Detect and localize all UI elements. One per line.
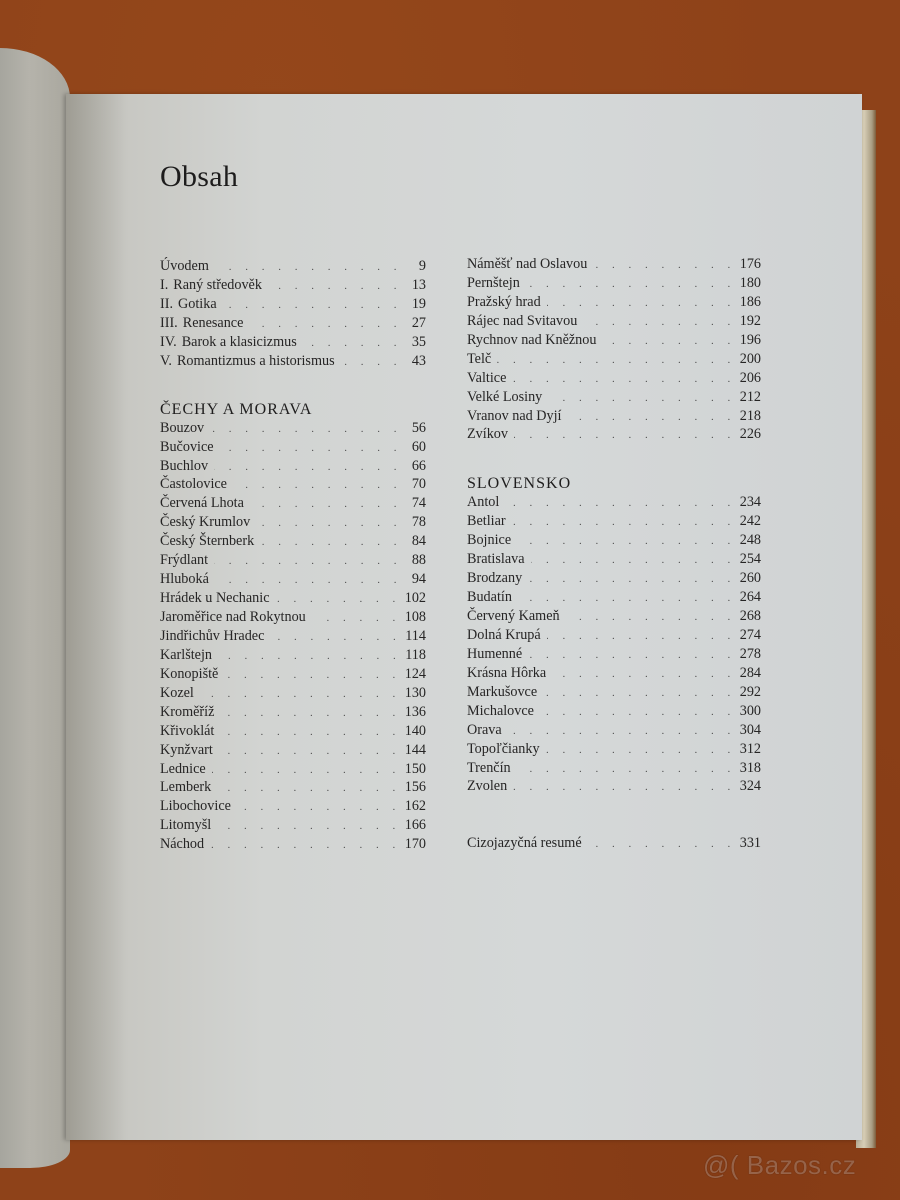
entry-title: Raný středověk	[173, 276, 262, 293]
toc-entry	[160, 703, 426, 722]
toc-entry	[160, 295, 426, 314]
page-number: 242	[739, 513, 761, 530]
page-number: 331	[739, 835, 761, 852]
toc-entry	[467, 834, 761, 853]
dot-leader	[341, 353, 402, 372]
entry-title: Náchod	[160, 836, 205, 853]
entry-title: Gotika	[178, 295, 217, 312]
dot-leader	[552, 665, 736, 684]
toc-entry	[467, 550, 761, 569]
entry-title: Zvolen	[467, 778, 508, 795]
entry-title: Bouzov	[160, 419, 205, 436]
watermark-bazos: @( Bazos.cz	[703, 1150, 857, 1180]
page-number: 180	[739, 274, 761, 291]
entry-title: Lemberk	[160, 779, 212, 796]
entry-title: Zvíkov	[467, 426, 508, 443]
page-number: 118	[405, 646, 426, 663]
dot-leader	[531, 551, 736, 570]
toc-entry	[467, 588, 761, 607]
dot-leader	[513, 778, 736, 797]
toc-entry	[160, 816, 426, 835]
page-number: 43	[411, 352, 426, 369]
page-number: 78	[411, 514, 426, 531]
toc-entry	[160, 760, 426, 779]
page-number: 156	[404, 779, 426, 796]
entry-title: Úvodem	[160, 258, 209, 274]
dot-leader	[224, 666, 400, 685]
spacer	[467, 796, 761, 834]
entry-title: Humenné	[467, 645, 523, 662]
entry-title: Dolná Krupá	[467, 626, 541, 643]
toc-entry	[160, 532, 426, 551]
dot-leader	[217, 817, 400, 836]
page-title: Obsah	[160, 160, 239, 193]
dot-leader	[512, 370, 735, 389]
entry-title: Valtice	[467, 369, 507, 386]
entry-title: Český Krumlov	[160, 514, 251, 531]
entry-title: Krásna Hôrka	[467, 664, 547, 681]
toc-entry	[467, 740, 761, 759]
page-number: 84	[411, 533, 426, 550]
entry-title: Velké Losiny	[467, 388, 543, 405]
page-number: 144	[404, 741, 426, 758]
dot-leader	[214, 458, 402, 477]
toc-entry	[160, 589, 426, 608]
page-number: 35	[411, 333, 426, 350]
dot-leader	[256, 514, 402, 533]
dot-leader	[260, 533, 402, 552]
toc-entry	[467, 702, 761, 721]
page-number: 94	[411, 571, 426, 588]
page-number: 124	[404, 665, 426, 682]
page-number: 9	[418, 258, 426, 274]
page-number: 70	[411, 476, 426, 493]
page-number: 74	[411, 495, 426, 512]
toc-entry	[160, 276, 426, 295]
entry-title: Pražský hrad	[467, 293, 541, 310]
entry-title: Renesance	[182, 314, 244, 331]
section-heading-slovensko: SLOVENSKO	[467, 475, 572, 493]
dot-leader	[312, 609, 401, 628]
page-number: 206	[739, 369, 761, 386]
toc-entry	[160, 475, 426, 494]
entry-title: Jindřichův Hradec	[160, 627, 265, 644]
toc-entry	[467, 350, 761, 369]
toc-entry	[467, 721, 761, 740]
page-number: 300	[739, 702, 761, 719]
entry-title: Trenčín	[467, 759, 511, 776]
dot-leader	[547, 294, 736, 313]
entry-title: Pernštejn	[467, 274, 520, 291]
dot-leader	[588, 835, 736, 854]
toc-entry	[160, 570, 426, 589]
toc-right-column	[467, 255, 761, 853]
toc-entry	[160, 257, 426, 276]
entry-title: Křivoklát	[160, 722, 215, 739]
entry-title: Litomyšl	[160, 817, 212, 834]
toc-entry	[467, 645, 761, 664]
toc-entry	[467, 425, 761, 444]
entry-title: Orava	[467, 721, 502, 738]
toc-resume	[467, 834, 761, 853]
toc-entry	[160, 646, 426, 665]
toc-entry	[467, 683, 761, 702]
chapter-number: IV.	[160, 333, 177, 350]
dot-leader	[215, 258, 402, 277]
dot-leader	[268, 277, 402, 296]
page-number: 66	[411, 457, 426, 474]
entry-title: Náměšť nad Oslavou	[467, 256, 588, 272]
toc-entry	[467, 331, 761, 350]
dot-leader	[546, 741, 736, 760]
page-number: 264	[739, 589, 761, 606]
toc-entry	[467, 312, 761, 331]
dot-leader	[505, 494, 735, 513]
page-number: 56	[411, 419, 426, 436]
page-number: 162	[404, 798, 426, 815]
dot-leader	[237, 798, 401, 817]
dot-leader	[220, 704, 400, 723]
entry-title: Český Šternberk	[160, 533, 255, 550]
entry-title: Hluboká	[160, 571, 209, 588]
section-heading-cechy-a-morava: ČECHY A MORAVA	[160, 400, 313, 418]
toc-entry	[467, 512, 761, 531]
entry-title: Romantizmus a historismus	[176, 352, 335, 369]
page-number: 150	[404, 760, 426, 777]
toc-entry	[160, 797, 426, 816]
gutter-shadow	[66, 94, 126, 1140]
dot-leader	[583, 313, 735, 332]
entry-title: Bojnice	[467, 532, 512, 549]
dot-leader	[514, 426, 736, 445]
dot-leader	[497, 351, 736, 370]
dot-leader	[219, 742, 401, 761]
page-number: 248	[739, 532, 761, 549]
page-number: 19	[411, 295, 426, 312]
entry-title: Lednice	[160, 760, 206, 777]
entry-title: Vranov nad Dyjí	[467, 407, 562, 424]
toc-entry	[467, 493, 761, 512]
toc-entry	[160, 513, 426, 532]
dot-leader	[200, 685, 401, 704]
page-number: 88	[411, 552, 426, 569]
dot-leader	[528, 646, 736, 665]
toc-entry	[467, 777, 761, 796]
page-number: 170	[404, 836, 426, 853]
dot-leader	[547, 627, 736, 646]
entry-title: Bučovice	[160, 438, 214, 455]
dot-leader	[528, 570, 736, 589]
entry-title: Topoľčianky	[467, 740, 540, 757]
entry-title: Bratislava	[467, 551, 525, 568]
toc-entry	[467, 664, 761, 683]
toc-entry	[467, 569, 761, 588]
page-number: 114	[405, 627, 426, 644]
page-number: 254	[739, 551, 761, 568]
toc-entry	[467, 607, 761, 626]
dot-leader	[250, 495, 402, 514]
entry-title: Rychnov nad Kněžnou	[467, 331, 597, 348]
entry-title: Betliar	[467, 513, 506, 530]
toc-entry	[160, 627, 426, 646]
page-number: 166	[404, 817, 426, 834]
page-number: 278	[739, 645, 761, 662]
page-number: 192	[739, 312, 761, 329]
toc-entry	[467, 759, 761, 778]
page-number: 274	[739, 626, 761, 643]
page-number: 196	[739, 331, 761, 348]
dot-leader	[220, 439, 402, 458]
toc-intro-list	[160, 257, 426, 371]
toc-left-column	[160, 257, 426, 854]
entry-title: Budatín	[467, 589, 512, 606]
toc-entry	[160, 314, 426, 333]
toc-entry	[160, 494, 426, 513]
dot-leader	[543, 684, 736, 703]
page-number: 27	[411, 314, 426, 331]
page-number: 130	[404, 684, 426, 701]
toc-entry	[160, 608, 426, 627]
page-number: 226	[739, 426, 761, 443]
entry-title: Kroměříž	[160, 703, 215, 720]
dot-leader	[218, 647, 401, 666]
entry-title: Červený Kameň	[467, 608, 560, 624]
page-number: 102	[404, 590, 426, 607]
dot-leader	[517, 532, 736, 551]
page-number: 260	[739, 570, 761, 587]
dot-leader	[210, 836, 401, 855]
dot-leader	[602, 332, 735, 351]
dot-leader	[223, 296, 402, 315]
toc-entry	[160, 665, 426, 684]
dot-leader	[233, 476, 402, 495]
page-number: 292	[739, 683, 761, 700]
dot-leader	[593, 256, 735, 275]
entry-title: Rájec nad Svitavou	[467, 312, 578, 329]
dot-leader	[220, 723, 400, 742]
toc-cechy-morava-list-continued	[467, 255, 761, 444]
entry-title: Brodzany	[467, 570, 523, 587]
toc-entry	[467, 407, 761, 426]
entry-title: Konopiště	[160, 665, 219, 682]
page-number: 234	[739, 494, 761, 511]
toc-entry	[160, 741, 426, 760]
page-number: 108	[404, 609, 426, 625]
page-number: 212	[739, 388, 761, 405]
page-number: 136	[404, 703, 426, 720]
toc-entry	[160, 722, 426, 741]
toc-entry	[160, 684, 426, 703]
dot-leader	[270, 628, 401, 647]
page-number: 218	[739, 407, 761, 424]
toc-slovensko-list	[467, 493, 761, 796]
toc-entry	[467, 293, 761, 312]
toc-entry	[467, 255, 761, 274]
page-number: 312	[739, 740, 761, 757]
page-number: 268	[739, 608, 761, 624]
dot-leader	[568, 408, 736, 427]
dot-leader	[508, 722, 736, 741]
chapter-number: II.	[160, 295, 173, 312]
page-number: 318	[739, 759, 761, 776]
toc-entry	[467, 388, 761, 407]
page-number: 140	[404, 722, 426, 739]
entry-title: Michalovce	[467, 702, 534, 719]
toc-entry	[160, 333, 426, 352]
entry-title: Telč	[467, 350, 492, 367]
page-number: 13	[411, 276, 426, 293]
dot-leader	[303, 334, 402, 353]
entry-title: Častolovice	[160, 476, 227, 493]
dot-leader	[276, 590, 401, 609]
toc-entry	[160, 835, 426, 854]
toc-entry	[160, 419, 426, 438]
page-number: 324	[739, 778, 761, 795]
toc-entry	[160, 551, 426, 570]
entry-title: Kynžvart	[160, 741, 213, 758]
dot-leader	[548, 389, 735, 408]
toc-cechy-morava-list	[160, 419, 426, 855]
dot-leader	[249, 315, 402, 334]
toc-entry	[467, 369, 761, 388]
page-number: 176	[739, 256, 761, 272]
page-number: 60	[411, 438, 426, 455]
toc-entry	[160, 438, 426, 457]
entry-title: Hrádek u Nechanic	[160, 590, 270, 607]
entry-title: Kozel	[160, 684, 194, 701]
entry-title: Červená Lhota	[160, 495, 244, 512]
dot-leader	[214, 552, 402, 571]
dot-leader	[217, 779, 401, 798]
toc-entry	[160, 457, 426, 476]
page-number: 284	[739, 664, 761, 681]
entry-title: Buchlov	[160, 457, 209, 474]
toc-entry	[467, 274, 761, 293]
dot-leader	[540, 703, 736, 722]
page-number: 186	[739, 293, 761, 310]
dot-leader	[212, 761, 401, 780]
entry-title: Barok a klasicizmus	[181, 333, 297, 350]
entry-title: Cizojazyčná resumé	[467, 835, 582, 852]
toc-entry	[160, 778, 426, 797]
dot-leader	[566, 608, 736, 627]
entry-title: Libochovice	[160, 798, 231, 815]
entry-title: Frýdlant	[160, 552, 209, 569]
chapter-number: V.	[160, 352, 172, 369]
entry-title: Antol	[467, 494, 500, 511]
dot-leader	[526, 275, 736, 294]
dot-leader	[210, 420, 402, 439]
chapter-number: III.	[160, 314, 178, 331]
toc-entry	[160, 352, 426, 371]
dot-leader	[512, 513, 736, 532]
entry-title: Karlštejn	[160, 646, 213, 663]
page-number: 304	[739, 721, 761, 738]
chapter-number: I.	[160, 276, 169, 293]
page-number: 200	[739, 350, 761, 367]
left-page-curl	[0, 48, 70, 1168]
entry-title: Markušovce	[467, 683, 538, 700]
entry-title: Jaroměřice nad Rokytnou	[160, 609, 306, 625]
toc-entry	[467, 626, 761, 645]
dot-leader	[215, 571, 402, 590]
dot-leader	[517, 760, 736, 779]
dot-leader	[518, 589, 736, 608]
toc-entry	[467, 531, 761, 550]
